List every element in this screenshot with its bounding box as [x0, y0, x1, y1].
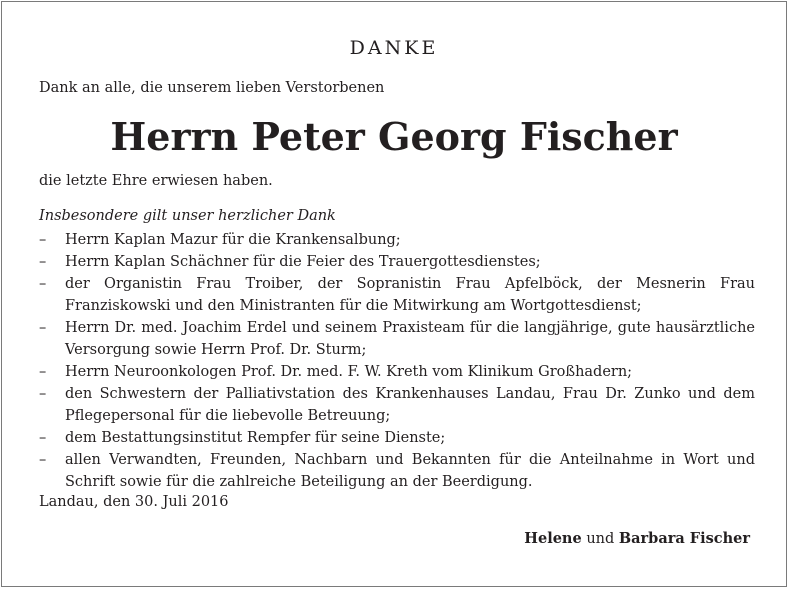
list-item: [39, 449, 755, 493]
dash-bullet: –: [39, 430, 47, 446]
list-item-text: dem Bestattungsinstitut Rempfer für seine Dienste;: [65, 430, 446, 446]
list-item: [39, 251, 755, 273]
list-item-text: Herrn Kaplan Schächner für die Feier des Trauergottesdienstes;: [65, 254, 541, 270]
list-item-text: Herrn Neuroonkologen Prof. Dr. med. F. W. Kreth vom Klinikum Großhadern;: [65, 364, 633, 380]
deceased-name: Herrn Peter Georg Fischer: [110, 114, 678, 159]
list-item-text: den Schwestern der Palliativstation des Krankenhauses Landau, Frau Dr. Zunko und dem Pflegepersonal für die liebevolle Betreuung;: [65, 386, 755, 424]
list-item: [39, 427, 755, 449]
list-item-text: Herrn Kaplan Mazur für die Krankensalbung;: [65, 232, 401, 248]
signature-second-name: Barbara Fischer: [618, 530, 750, 547]
list-item: [39, 229, 755, 251]
dash-bullet: –: [39, 232, 47, 248]
dash-bullet: –: [39, 320, 47, 336]
obituary-notice-card: [1, 1, 787, 587]
dash-bullet: –: [39, 254, 47, 270]
thanks-list: [39, 229, 755, 493]
list-item-text: allen Verwandten, Freunden, Nachbarn und Bekannten für die Anteilnahme in Wort und Schrift sowie für die zahlreiche Beteiligung an der Beerdigung.: [65, 452, 755, 490]
dash-bullet: –: [39, 386, 47, 402]
signature-conjunction: und: [586, 531, 615, 547]
signature: [524, 528, 750, 550]
dash-bullet: –: [39, 452, 47, 468]
list-item: [39, 383, 755, 427]
list-item: [39, 361, 755, 383]
dash-bullet: –: [39, 364, 47, 380]
closing-text: die letzte Ehre erwiesen haben.: [39, 173, 273, 189]
notice-heading: DANKE: [349, 37, 439, 59]
thanks-label: Insbesondere gilt unser herzlicher Dank: [39, 208, 336, 224]
list-item-text: Herrn Dr. med. Joachim Erdel und seinem Praxisteam für die langjährige, gute hausärztliche Versorgung sowie Herrn Prof. Dr. Sturm;: [65, 320, 755, 358]
dash-bullet: –: [39, 276, 47, 292]
signature-first-name: Helene: [524, 530, 582, 547]
intro-text: Dank an alle, die unserem lieben Verstorbenen: [39, 80, 385, 96]
list-item: [39, 317, 755, 361]
place-date: Landau, den 30. Juli 2016: [39, 494, 229, 510]
list-item-text: der Organistin Frau Troiber, der Sopranistin Frau Apfelböck, der Mesnerin Frau Franziskowski und den Ministranten für die Mitwirkung am Wortgottesdienst;: [65, 276, 755, 314]
list-item: [39, 273, 755, 317]
